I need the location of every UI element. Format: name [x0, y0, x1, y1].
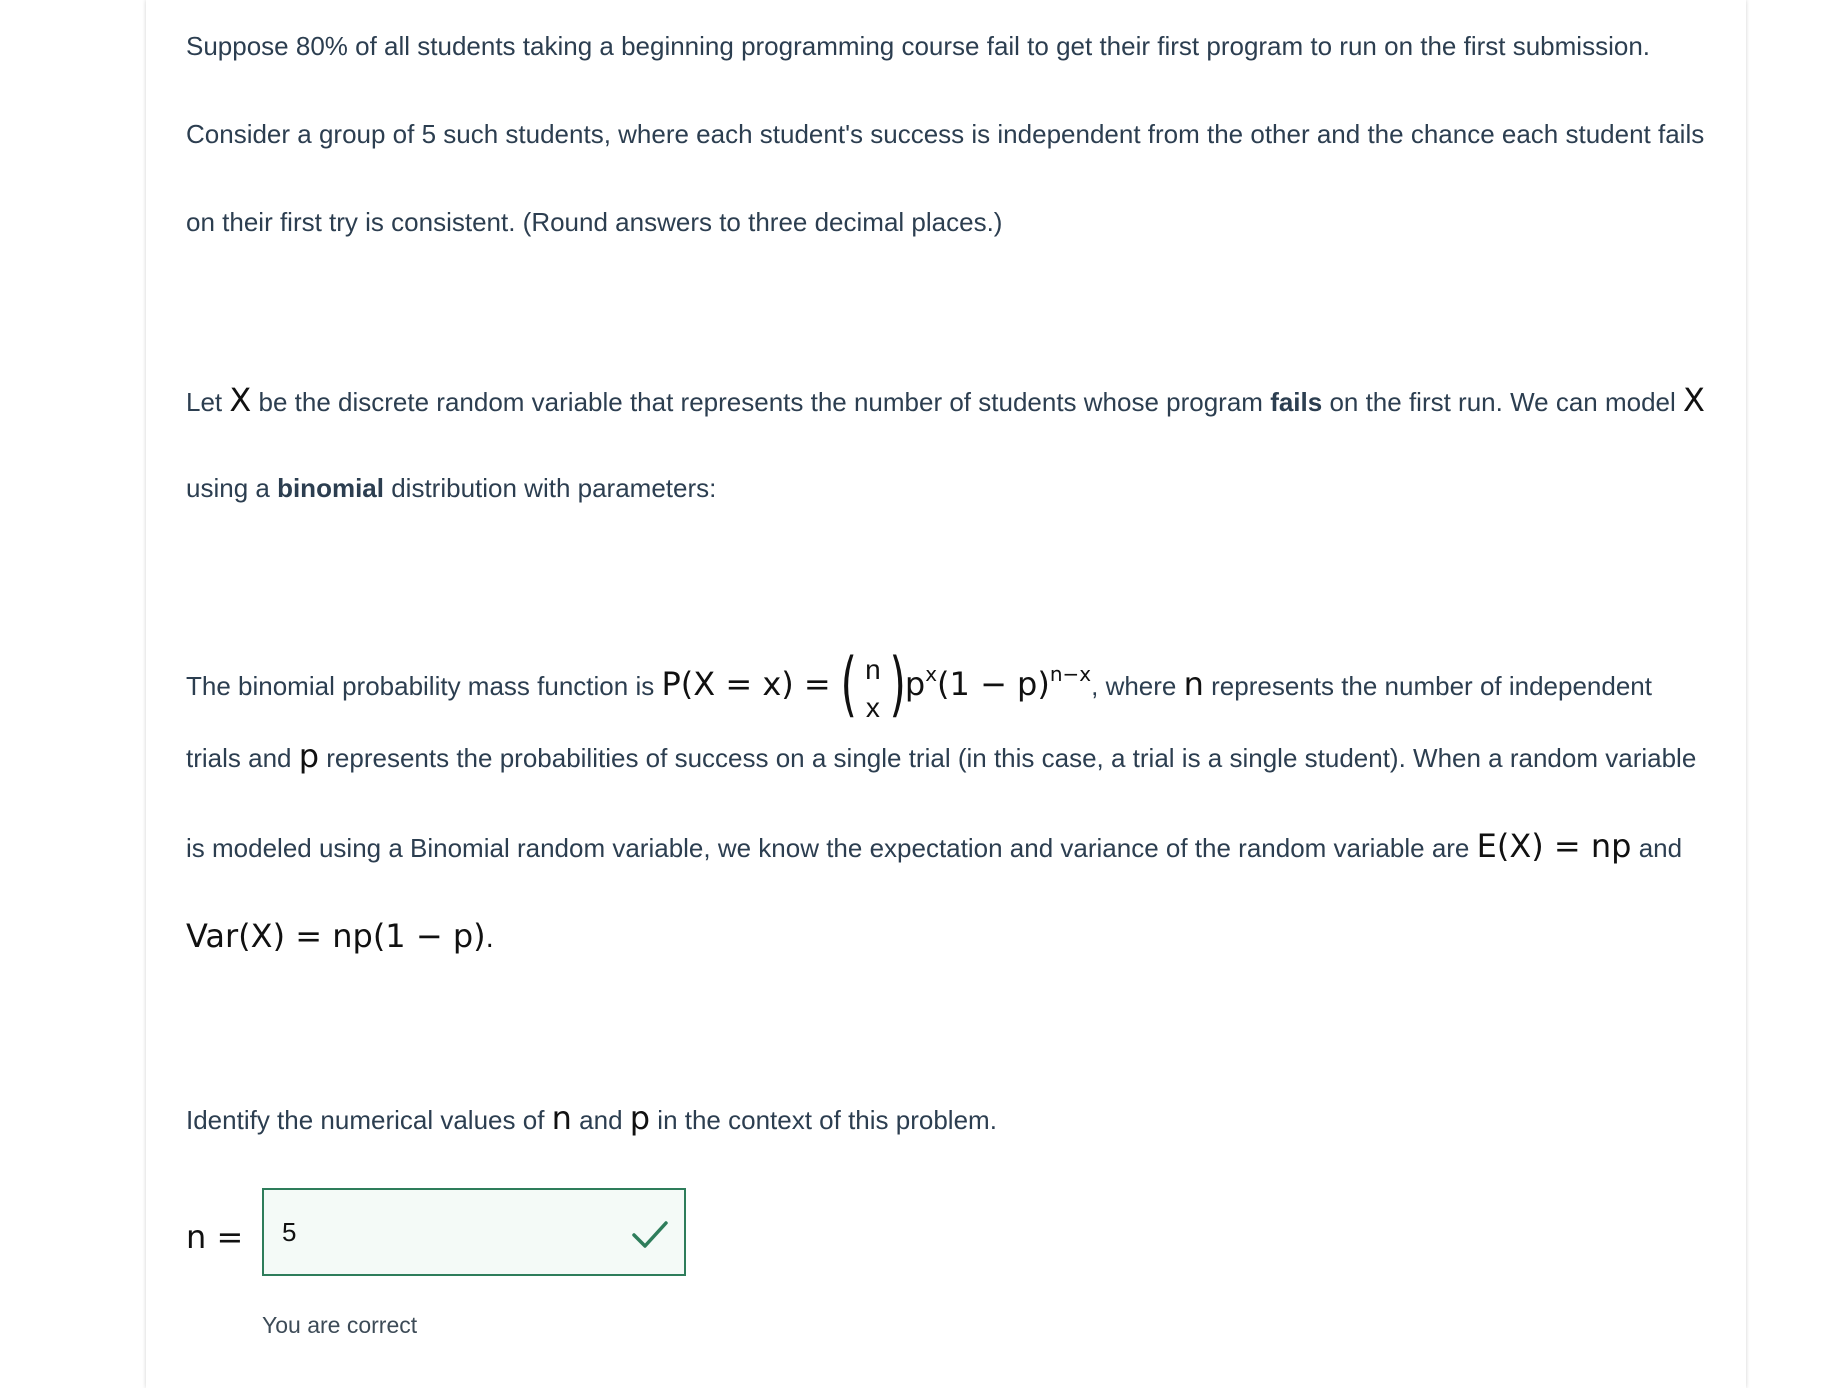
expectation-formula: E(X) = np [1476, 827, 1632, 865]
binom-top: n [865, 654, 881, 685]
model-text-a: Let [186, 387, 230, 417]
answer-n-input[interactable] [282, 1190, 602, 1274]
variance-end: . [485, 924, 494, 954]
question-text-a: Identify the numerical values of [186, 1105, 552, 1135]
model-line-1 [186, 382, 1705, 420]
pmf-line3-a: is modeled using a Binomial random variable, we know the expectation and variance of the random variable are [186, 833, 1477, 863]
answer-feedback: You are correct [262, 1312, 418, 1338]
model-text-e: distribution with parameters: [383, 473, 717, 503]
question-card [146, 0, 1746, 1388]
pmf-sup-x: x [925, 661, 938, 686]
emphasis-fails: fails [1270, 387, 1323, 417]
model-line-2 [186, 470, 716, 506]
pmf-line-3 [186, 828, 1682, 866]
pmf-line-1 [186, 643, 1652, 728]
model-text-c: on the first run. We can model [1322, 387, 1684, 417]
emphasis-binomial: binomial [277, 473, 384, 503]
answer-n-box[interactable] [262, 1188, 686, 1276]
checkmark-icon [630, 1214, 670, 1254]
pmf-sup-exp: n−x [1049, 661, 1092, 686]
answer-n-label: n = [186, 1218, 244, 1256]
pmf-line2-a: trials and [186, 743, 299, 773]
pmf-line2-b: represents the probabilities of success on a single trial (in this case, a trial is a single student). When a random variable [319, 743, 1697, 773]
variable-x: X [229, 381, 252, 419]
variance-formula: Var(X) = np(1 − p) [186, 917, 486, 955]
variable-n: n [551, 1099, 572, 1137]
variable-n: n [1183, 664, 1204, 703]
intro-line-2: Consider a group of 5 such students, where each student's success is independent from the other and the chance each student fails [186, 119, 1705, 149]
intro-line-1: Suppose 80% of all students taking a beginning programming course fail to get their first program to run on the first submission. [186, 31, 1650, 61]
variable-x: X [1683, 381, 1705, 419]
pmf-line3-b: and [1631, 833, 1683, 863]
question-prompt [186, 1100, 997, 1138]
pmf-text-c: represents the number of independent [1203, 670, 1652, 701]
binom-bottom: x [865, 692, 880, 723]
pmf-formula-mid: (1 − p) [937, 664, 1050, 703]
question-text-c: in the context of this problem. [650, 1105, 997, 1135]
binomial-coefficient: ( n x ) [840, 643, 906, 725]
model-text-b: be the discrete random variable that represents the number of students whose program [251, 387, 1271, 417]
question-text-b: and [571, 1105, 630, 1135]
pmf-p: p [904, 664, 926, 703]
pmf-formula-left: P(X = x) = [661, 664, 841, 703]
model-text-d: using a [186, 473, 278, 503]
variable-p: p [298, 737, 320, 775]
variable-p: p [629, 1099, 651, 1137]
intro-line-3: on their first try is consistent. (Round answers to three decimal places.) [186, 207, 1003, 237]
pmf-text-b: , where [1091, 670, 1184, 701]
pmf-text-a: The binomial probability mass function is [186, 670, 662, 701]
pmf-line-4 [186, 918, 494, 957]
pmf-line-2 [186, 738, 1696, 776]
